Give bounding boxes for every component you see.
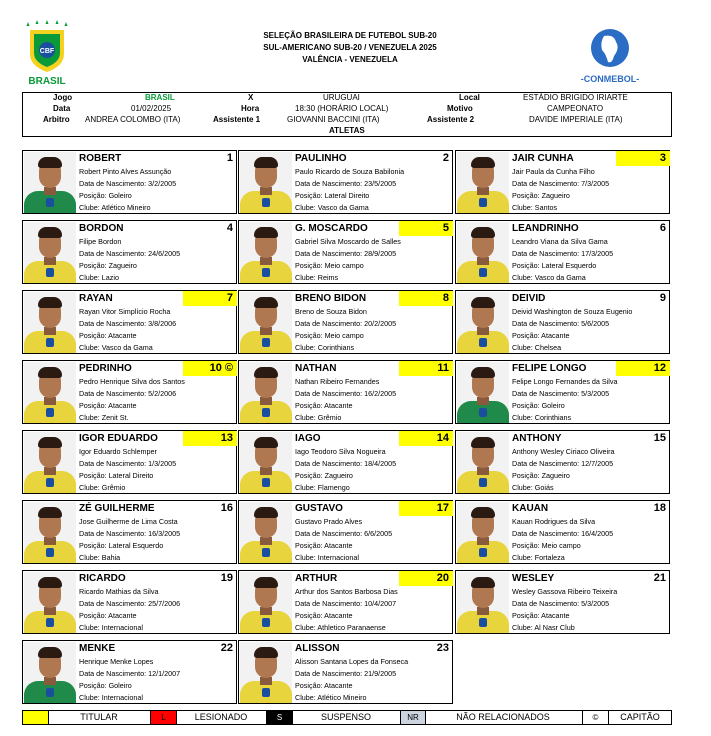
player-position: Posição: Meio campo — [512, 541, 581, 550]
assistente2-label: Assistente 2 — [427, 115, 475, 124]
motivo-label: Motivo — [447, 104, 473, 113]
player-birth-date: Data de Nascimento: 5/2/2006 — [79, 389, 177, 398]
player-card — [22, 500, 237, 564]
player-name: FELIPE LONGO — [512, 363, 587, 374]
player-card — [238, 430, 453, 494]
jogo-value: BRASIL — [145, 93, 175, 102]
player-club: Clube: Vasco da Gama — [512, 273, 586, 282]
player-club: Clube: Bahia — [79, 553, 121, 562]
local-value: ESTÁDIO BRIGIDO IRIARTE — [523, 93, 628, 102]
player-number: 7 — [183, 291, 237, 306]
cbf-badge-icon — [46, 268, 54, 277]
motivo-value: CAMPEONATO — [547, 104, 604, 113]
player-club: Clube: Internacional — [79, 623, 143, 632]
player-card — [238, 570, 453, 634]
cbf-badge-icon — [262, 268, 270, 277]
player-card — [22, 640, 237, 704]
player-full-name: Jair Paula da Cunha Filho — [512, 167, 595, 176]
neck-shape — [260, 327, 272, 335]
neck-shape — [44, 607, 56, 615]
player-full-name: Alisson Santana Lopes da Fonseca — [295, 657, 409, 666]
player-full-name: Deivid Washington de Souza Eugenio — [512, 307, 633, 316]
player-number: 14 — [399, 431, 453, 446]
hair-shape — [471, 437, 495, 448]
neck-shape — [260, 677, 272, 685]
match-info-table — [22, 92, 672, 137]
player-card — [455, 220, 670, 284]
hair-shape — [471, 227, 495, 238]
player-name: LEANDRINHO — [512, 223, 579, 234]
player-birth-date: Data de Nascimento: 24/6/2005 — [79, 249, 181, 258]
player-number: 3 — [616, 151, 670, 166]
player-club: Clube: Corinthians — [512, 413, 572, 422]
player-number: 5 — [399, 221, 453, 236]
player-number: 11 — [399, 361, 453, 376]
hair-shape — [38, 577, 62, 588]
player-full-name: Ricardo Mathias da Silva — [79, 587, 159, 596]
player-club: Clube: Corinthians — [295, 343, 355, 352]
player-birth-date: Data de Nascimento: 12/7/2005 — [512, 459, 614, 468]
player-photo — [24, 292, 76, 353]
hair-shape — [471, 577, 495, 588]
player-club: Clube: Internacional — [295, 553, 359, 562]
player-birth-date: Data de Nascimento: 3/8/2006 — [79, 319, 177, 328]
cbf-badge-icon — [479, 198, 487, 207]
cbf-badge-icon — [262, 408, 270, 417]
cbf-badge-icon — [479, 618, 487, 627]
player-club: Clube: Atlético Mineiro — [79, 203, 151, 212]
neck-shape — [44, 187, 56, 195]
neck-shape — [44, 537, 56, 545]
cbf-badge-icon — [46, 548, 54, 557]
player-name: PEDRINHO — [79, 363, 132, 374]
player-position: Posição: Zagueiro — [512, 471, 570, 480]
player-card — [238, 220, 453, 284]
jogo-label: Jogo — [53, 93, 73, 102]
player-number: 23 — [436, 642, 449, 654]
player-full-name: Jose Guilherme de Lima Costa — [79, 517, 178, 526]
titular-swatch — [22, 711, 49, 724]
neck-shape — [260, 467, 272, 475]
hair-shape — [471, 507, 495, 518]
player-position: Posição: Atacante — [295, 541, 353, 550]
player-position: Posição: Lateral Direito — [295, 191, 370, 200]
player-name: ALISSON — [295, 643, 340, 654]
arbitro-value: ANDREA COLOMBO (ITA) — [85, 115, 181, 124]
cbf-badge-icon — [262, 618, 270, 627]
player-name: BORDON — [79, 223, 124, 234]
player-photo — [24, 362, 76, 423]
player-club: Clube: Chelsea — [512, 343, 562, 352]
player-club: Clube: Atlético Mineiro — [295, 693, 367, 702]
player-number: 22 — [220, 642, 233, 654]
player-name: RAYAN — [79, 293, 113, 304]
player-position: Posição: Atacante — [512, 611, 570, 620]
hair-shape — [38, 227, 62, 238]
player-full-name: Filipe Bordon — [79, 237, 122, 246]
capitao-swatch: © — [582, 711, 609, 724]
hair-shape — [254, 367, 278, 378]
player-birth-date: Data de Nascimento: 25/7/2006 — [79, 599, 181, 608]
player-name: IGOR EDUARDO — [79, 433, 158, 444]
player-position: Posição: Lateral Esquerdo — [79, 541, 164, 550]
player-birth-date: Data de Nascimento: 17/3/2005 — [512, 249, 614, 258]
player-position: Posição: Atacante — [79, 611, 137, 620]
lesionado-label: LESIONADO — [194, 712, 248, 722]
player-position: Posição: Goleiro — [79, 681, 132, 690]
neck-shape — [477, 257, 489, 265]
player-number: 6 — [659, 222, 666, 234]
neck-shape — [477, 187, 489, 195]
player-name: ANTHONY — [512, 433, 562, 444]
nr-swatch: NR — [400, 711, 426, 724]
player-position: Posição: Goleiro — [79, 191, 132, 200]
title-line-3: VALÊNCIA - VENEZUELA — [302, 55, 398, 64]
player-position: Posição: Lateral Direito — [79, 471, 154, 480]
player-club: Clube: Grêmio — [79, 483, 126, 492]
title-line-1: SELEÇÃO BRASILEIRA DE FUTEBOL SUB-20 — [263, 31, 437, 40]
player-name: PAULINHO — [295, 153, 347, 164]
player-club: Clube: Athletico Paranaense — [295, 623, 386, 632]
player-full-name: Iago Teodoro Silva Nogueira — [295, 447, 386, 456]
hair-shape — [254, 227, 278, 238]
player-card — [22, 290, 237, 354]
neck-shape — [44, 677, 56, 685]
player-birth-date: Data de Nascimento: 6/6/2005 — [295, 529, 393, 538]
player-birth-date: Data de Nascimento: 7/3/2005 — [512, 179, 610, 188]
cbf-badge-icon — [46, 408, 54, 417]
assistente2-value: DAVIDE IMPERIALE (ITA) — [529, 115, 623, 124]
player-full-name: Kauan Rodrigues da Silva — [512, 517, 596, 526]
hair-shape — [38, 437, 62, 448]
player-photo — [240, 152, 292, 213]
player-card — [22, 430, 237, 494]
suspenso-swatch: S — [266, 711, 293, 724]
player-full-name: Nathan Ribeiro Fernandes — [295, 377, 380, 386]
cbf-badge-icon — [262, 478, 270, 487]
hair-shape — [254, 157, 278, 168]
player-photo — [24, 572, 76, 633]
player-position: Posição: Zagueiro — [79, 261, 137, 270]
cbf-badge-icon — [46, 618, 54, 627]
player-birth-date: Data de Nascimento: 1/3/2005 — [79, 459, 177, 468]
player-club: Clube: Reims — [295, 273, 339, 282]
player-birth-date: Data de Nascimento: 5/3/2005 — [512, 599, 610, 608]
player-name: WESLEY — [512, 573, 555, 584]
cbf-badge-icon — [479, 548, 487, 557]
player-photo — [457, 502, 509, 563]
player-position: Posição: Atacante — [512, 331, 570, 340]
player-photo — [24, 432, 76, 493]
player-number: 4 — [226, 222, 233, 234]
assistente1-value: GIOVANNI BACCINI (ITA) — [287, 115, 380, 124]
cbf-badge-icon — [479, 478, 487, 487]
title-line-2: SUL-AMERICANO SUB-20 / VENEZUELA 2025 — [263, 43, 437, 52]
player-card — [455, 360, 670, 424]
player-birth-date: Data de Nascimento: 16/4/2005 — [512, 529, 614, 538]
player-number: 17 — [399, 501, 453, 516]
player-photo — [24, 152, 76, 213]
player-number: 19 — [220, 572, 233, 584]
player-club: Clube: Lazio — [79, 273, 119, 282]
assistente1-label: Assistente 1 — [213, 115, 261, 124]
hair-shape — [254, 577, 278, 588]
player-card — [22, 150, 237, 214]
player-card — [238, 150, 453, 214]
player-birth-date: Data de Nascimento: 5/6/2005 — [512, 319, 610, 328]
legend-bar — [22, 710, 672, 725]
player-birth-date: Data de Nascimento: 5/3/2005 — [512, 389, 610, 398]
player-photo — [240, 292, 292, 353]
player-card — [22, 220, 237, 284]
player-number: 8 — [399, 291, 453, 306]
svg-text:CBF: CBF — [39, 48, 55, 55]
capitao-label: CAPITÃO — [620, 712, 660, 722]
player-card — [455, 290, 670, 354]
player-number: 16 — [220, 502, 233, 514]
player-card — [22, 570, 237, 634]
player-photo — [457, 432, 509, 493]
player-card — [22, 360, 237, 424]
player-number: 10 © — [183, 361, 237, 376]
page-header — [0, 0, 711, 92]
data-value: 01/02/2025 — [131, 104, 172, 113]
player-photo — [457, 152, 509, 213]
player-birth-date: Data de Nascimento: 16/3/2005 — [79, 529, 181, 538]
player-full-name: Pedro Henrique Silva dos Santos — [79, 377, 185, 386]
player-photo — [24, 222, 76, 283]
player-full-name: Breno de Souza Bidon — [295, 307, 367, 316]
player-name: DEIVID — [512, 293, 546, 304]
cbf-badge-icon — [262, 548, 270, 557]
opponent-value: URUGUAI — [323, 93, 360, 102]
player-full-name: Wesley Gassova Ribeiro Teixeira — [512, 587, 618, 596]
player-name: ROBERT — [79, 153, 122, 164]
player-card — [238, 360, 453, 424]
player-club: Clube: Internacional — [79, 693, 143, 702]
player-number: 12 — [616, 361, 670, 376]
lesionado-swatch: L — [150, 711, 177, 724]
conmebol-logo — [574, 26, 646, 88]
neck-shape — [44, 257, 56, 265]
player-club: Clube: Flamengo — [295, 483, 350, 492]
player-club: Clube: Al Nasr Club — [512, 623, 575, 632]
player-number: 20 — [399, 571, 453, 586]
hair-shape — [471, 367, 495, 378]
suspenso-label: SUSPENSO — [320, 712, 371, 722]
player-birth-date: Data de Nascimento: 12/1/2007 — [79, 669, 181, 678]
neck-shape — [477, 327, 489, 335]
data-label: Data — [53, 104, 71, 113]
cbf-badge-icon — [479, 408, 487, 417]
titular-label: TITULAR — [80, 712, 118, 722]
player-name: IAGO — [295, 433, 321, 444]
neck-shape — [477, 607, 489, 615]
player-position: Posição: Atacante — [295, 401, 353, 410]
hair-shape — [254, 507, 278, 518]
neck-shape — [477, 467, 489, 475]
hair-shape — [254, 297, 278, 308]
hair-shape — [254, 647, 278, 658]
player-club: Clube: Vasco da Gama — [295, 203, 369, 212]
cbf-badge-icon — [479, 338, 487, 347]
neck-shape — [260, 257, 272, 265]
player-full-name: Gabriel Silva Moscardo de Salles — [295, 237, 401, 246]
cbf-badge-icon — [479, 268, 487, 277]
neck-shape — [44, 467, 56, 475]
player-birth-date: Data de Nascimento: 3/2/2005 — [79, 179, 177, 188]
player-club: Clube: Grêmio — [295, 413, 342, 422]
neck-shape — [477, 537, 489, 545]
document-title — [230, 30, 470, 66]
svg-text:BRASIL: BRASIL — [28, 76, 66, 86]
cbf-badge-icon — [262, 198, 270, 207]
player-name: NATHAN — [295, 363, 337, 374]
player-birth-date: Data de Nascimento: 10/4/2007 — [295, 599, 397, 608]
player-full-name: Anthony Wesley Ciriaco Oliveira — [512, 447, 615, 456]
player-position: Posição: Zagueiro — [512, 191, 570, 200]
player-number: 15 — [653, 432, 666, 444]
cbf-badge-icon — [262, 688, 270, 697]
player-photo — [457, 292, 509, 353]
hair-shape — [38, 647, 62, 658]
player-photo — [457, 362, 509, 423]
player-card — [238, 500, 453, 564]
cbf-crest-logo — [22, 20, 72, 86]
player-number: 2 — [442, 152, 449, 164]
player-name: JAIR CUNHA — [512, 153, 574, 164]
neck-shape — [477, 397, 489, 405]
player-card — [238, 640, 453, 704]
player-name: BRENO BIDON — [295, 293, 367, 304]
player-number: 18 — [653, 502, 666, 514]
cbf-badge-icon — [46, 688, 54, 697]
player-position: Posição: Atacante — [79, 331, 137, 340]
player-photo — [24, 502, 76, 563]
player-number: 13 — [183, 431, 237, 446]
player-full-name: Felipe Longo Fernandes da Silva — [512, 377, 618, 386]
player-number: 9 — [659, 292, 666, 304]
player-club: Clube: Santos — [512, 203, 558, 212]
atletas-heading: ATLETAS — [329, 126, 365, 135]
player-birth-date: Data de Nascimento: 18/4/2005 — [295, 459, 397, 468]
neck-shape — [44, 327, 56, 335]
hair-shape — [38, 297, 62, 308]
player-position: Posição: Meio campo — [295, 331, 364, 340]
neck-shape — [260, 187, 272, 195]
player-birth-date: Data de Nascimento: 21/9/2005 — [295, 669, 397, 678]
hora-label: Hora — [241, 104, 260, 113]
player-position: Posição: Goleiro — [512, 401, 565, 410]
player-number: 21 — [653, 572, 666, 584]
player-card — [455, 150, 670, 214]
player-number: 1 — [226, 152, 233, 164]
player-photo — [240, 222, 292, 283]
cbf-badge-icon — [46, 478, 54, 487]
player-birth-date: Data de Nascimento: 23/5/2005 — [295, 179, 397, 188]
player-name: ARTHUR — [295, 573, 338, 584]
player-position: Posição: Meio campo — [295, 261, 364, 270]
local-label: Local — [459, 93, 480, 102]
neck-shape — [260, 397, 272, 405]
player-card — [455, 500, 670, 564]
player-photo — [457, 572, 509, 633]
player-full-name: Leandro Viana da Silva Gama — [512, 237, 608, 246]
cbf-badge-icon — [46, 198, 54, 207]
neck-shape — [260, 537, 272, 545]
neck-shape — [44, 397, 56, 405]
player-birth-date: Data de Nascimento: 20/2/2005 — [295, 319, 397, 328]
player-photo — [240, 362, 292, 423]
hair-shape — [471, 157, 495, 168]
nao-relacionados-label: NÃO RELACIONADOS — [456, 712, 550, 722]
player-name: G. MOSCARDO — [295, 223, 368, 234]
player-position: Posição: Zagueiro — [295, 471, 353, 480]
player-photo — [240, 572, 292, 633]
player-full-name: Paulo Ricardo de Souza Babilonia — [295, 167, 405, 176]
neck-shape — [260, 607, 272, 615]
player-position: Posição: Atacante — [295, 681, 353, 690]
player-photo — [24, 642, 76, 703]
hora-value: 18:30 (HORÁRIO LOCAL) — [295, 104, 389, 113]
player-name: RICARDO — [79, 573, 126, 584]
player-photo — [240, 642, 292, 703]
player-full-name: Igor Eduardo Schlemper — [79, 447, 157, 456]
player-full-name: Arthur dos Santos Barbosa Dias — [295, 587, 398, 596]
hair-shape — [38, 507, 62, 518]
player-full-name: Rayan Vitor Simplício Rocha — [79, 307, 171, 316]
player-birth-date: Data de Nascimento: 28/9/2005 — [295, 249, 397, 258]
svg-text:-CONMEBOL-: -CONMEBOL- — [580, 74, 640, 84]
hair-shape — [254, 437, 278, 448]
player-name: KAUAN — [512, 503, 549, 514]
player-card — [238, 290, 453, 354]
player-name: GUSTAVO — [295, 503, 343, 514]
cbf-badge-icon — [262, 338, 270, 347]
player-club: Clube: Fortaleza — [512, 553, 565, 562]
player-full-name: Henrique Menke Lopes — [79, 657, 154, 666]
player-birth-date: Data de Nascimento: 16/2/2005 — [295, 389, 397, 398]
hair-shape — [38, 157, 62, 168]
player-full-name: Gustavo Prado Alves — [295, 517, 363, 526]
player-club: Clube: Vasco da Gama — [79, 343, 153, 352]
player-photo — [240, 432, 292, 493]
player-club: Clube: Zenit St. — [79, 413, 129, 422]
hair-shape — [38, 367, 62, 378]
player-position: Posição: Lateral Esquerdo — [512, 261, 597, 270]
cbf-badge-icon — [46, 338, 54, 347]
player-club: Clube: Goiás — [512, 483, 554, 492]
player-photo — [457, 222, 509, 283]
player-full-name: Robert Pinto Alves Assunção — [79, 167, 172, 176]
player-photo — [240, 502, 292, 563]
player-name: MENKE — [79, 643, 116, 654]
player-card — [455, 430, 670, 494]
player-name: ZÉ GUILHERME — [79, 503, 155, 514]
hair-shape — [471, 297, 495, 308]
player-position: Posição: Atacante — [295, 611, 353, 620]
player-card — [455, 570, 670, 634]
arbitro-label: Arbitro — [43, 115, 70, 124]
versus-label: X — [248, 93, 254, 102]
player-position: Posição: Atacante — [79, 401, 137, 410]
